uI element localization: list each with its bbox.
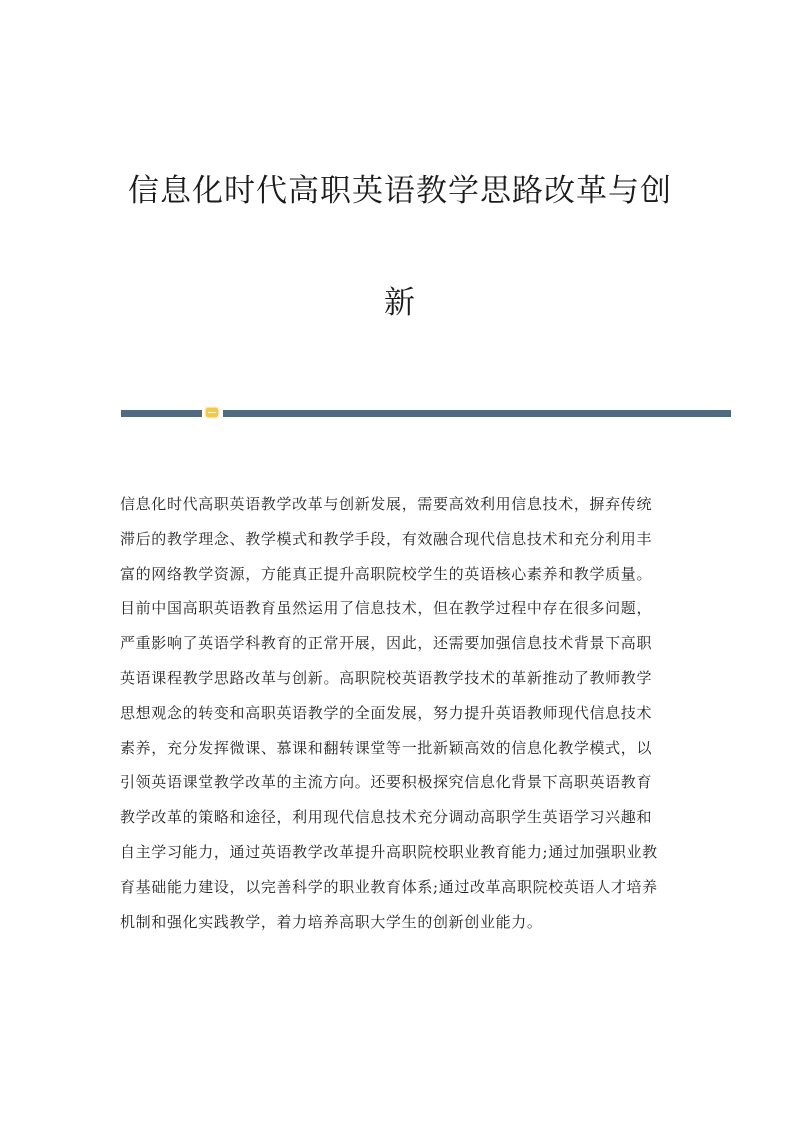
text-line: 英语课程教学思路改革与创新。高职院校英语教学技术的革新推动了教师教学 [120,668,653,687]
text-line: 机制和强化实践教学，着力培养高职大学生的创新创业能力。 [120,912,543,931]
divider-right [223,410,731,417]
text-line: 教学改革的策略和途径，利用现代信息技术充分调动高职学生英语学习兴趣和 [120,808,653,827]
text-line: 育基础能力建设，以完善科学的职业教育体系;通过改革高职院校英语人才培养 [120,877,658,896]
divider-badge-icon [206,408,218,417]
text-line: 引领英语课堂教学改革的主流方向。还要积极探究信息化背景下高职英语教育 [120,773,653,792]
text-line: 严重影响了英语学科教育的正常开展，因此，还需要加强信息技术背景下高职 [120,634,653,653]
text-line: 素养，充分发挥微课、慕课和翻转课堂等一批新颖高效的信息化教学模式，以 [120,738,653,757]
abstract-paragraph [120,490,720,942]
text-line: 信息化时代高职英语教学改革与创新发展，需要高效利用信息技术，摒弃传统 [120,495,653,513]
text-line: 目前中国高职英语教育虽然运用了信息技术，但在教学过程中存在很多问题， [120,599,653,618]
text-line: 富的网络教学资源，方能真正提升高职院校学生的英语核心素养和教学质量。 [120,564,653,583]
text-line: 自主学习能力，通过英语教学改革提升高职院校职业教育能力;通过加强职业教 [120,842,658,861]
title-line-1: 信息化时代高职英语教学思路改革与创 [128,173,672,209]
divider-left [121,410,202,417]
text-line: 滞后的教学理念、教学模式和教学手段，有效融合现代信息技术和充分利用丰 [120,529,653,548]
title-line-2: 新 [384,285,416,321]
text-line: 思想观念的转变和高职英语教学的全面发展，努力提升英语教师现代信息技术 [120,703,653,722]
